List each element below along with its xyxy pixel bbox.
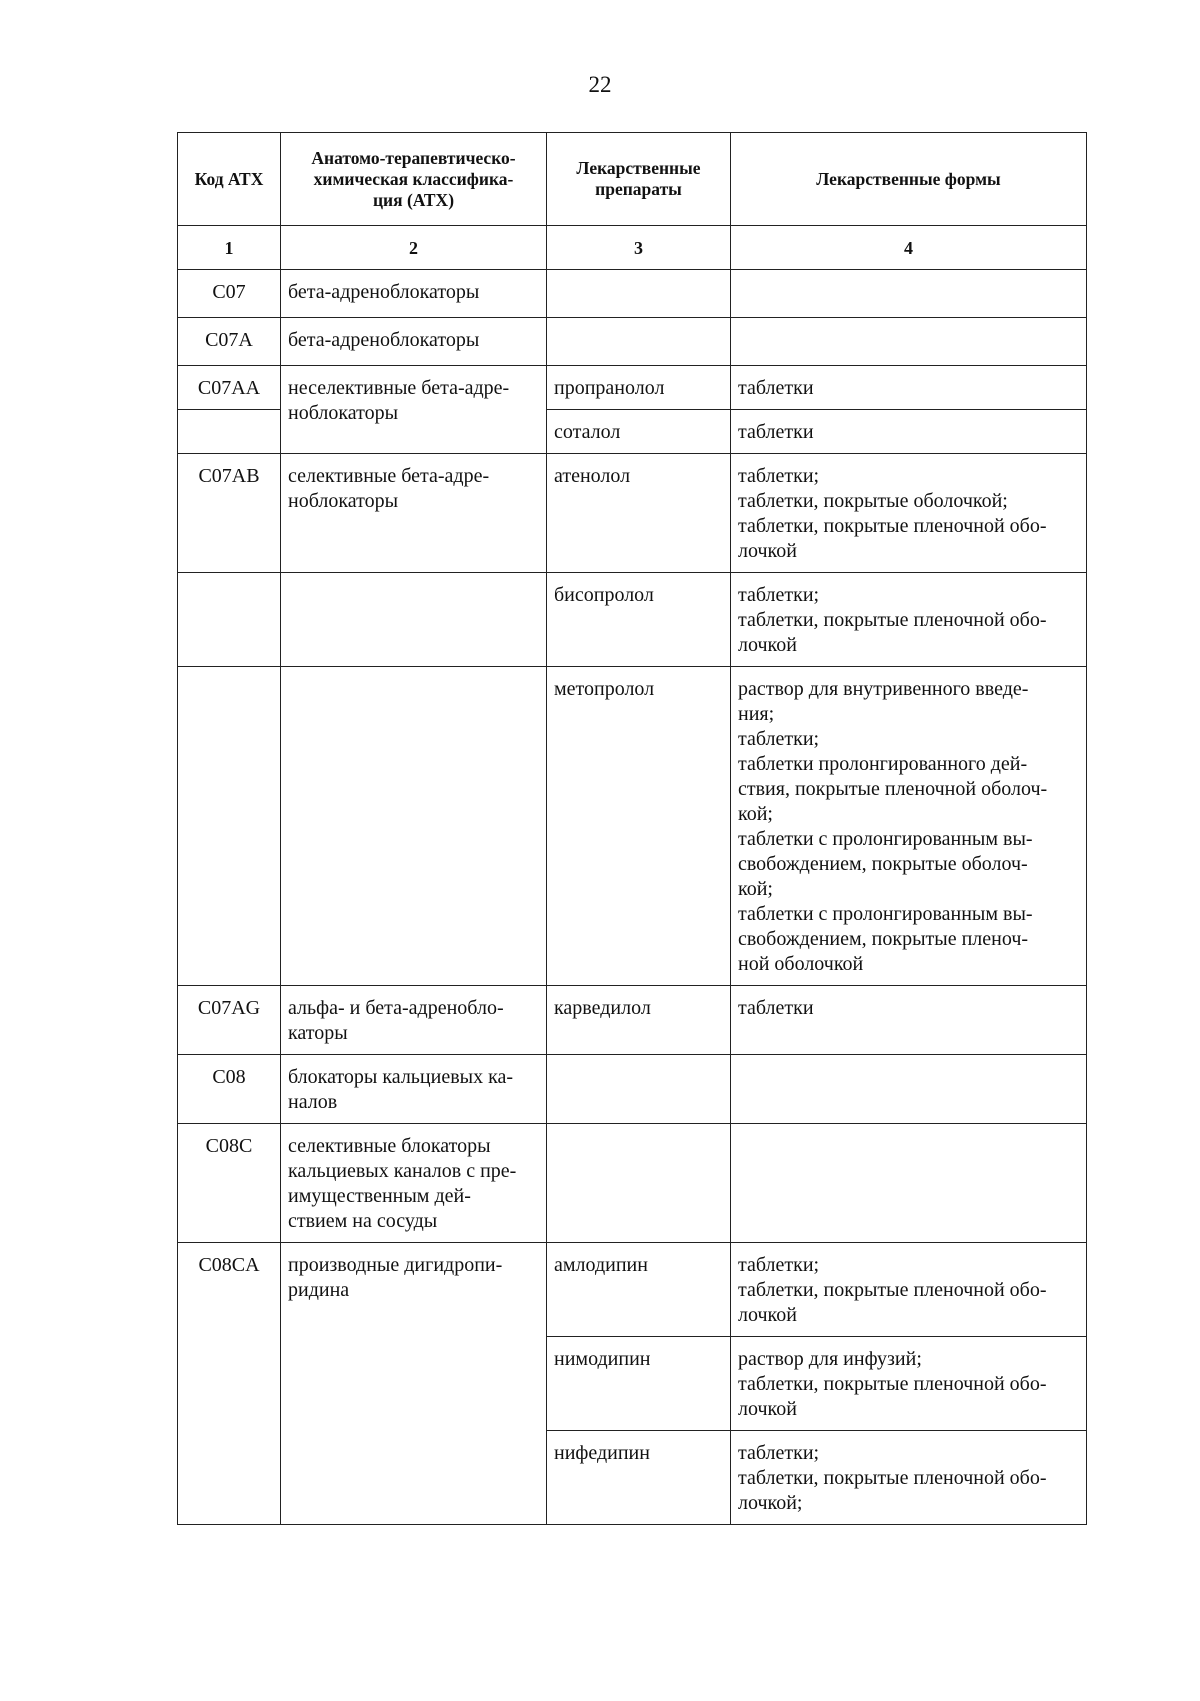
dosage-form: таблетки; таблетки, покрытые пленочной обо- лочкой; (731, 1431, 1087, 1525)
drug-name: бисопролол (547, 573, 731, 667)
dosage-form: таблетки (731, 410, 1087, 454)
dosage-form (731, 270, 1087, 318)
table-row (178, 1243, 1087, 1337)
dosage-form: раствор для внутривенного введе- ния; таблетки; таблетки пролонгированного дей- ствия, покрытые пленочной оболоч- кой; таблетки с пролонгированным вы- свобождением, покрытые оболоч- кой; таблетки с пролонгированным вы- свобождением, покрытые пленоч- ной оболочкой (731, 667, 1087, 986)
header-atx-classification: Анатомо-терапевтическо- химическая классифика- ция (АТХ) (281, 133, 547, 226)
dosage-form: таблетки; таблетки, покрытые оболочкой; таблетки, покрытые пленочной обо- лочкой (731, 454, 1087, 573)
header-drugs: Лекарственные препараты (547, 133, 731, 226)
atx-classification: селективные блокаторы кальциевых каналов с пре- имущественным дей- ствием на сосуды (281, 1124, 547, 1243)
atx-classification: бета-адреноблокаторы (281, 270, 547, 318)
atx-code (178, 410, 281, 454)
drug-name: соталол (547, 410, 731, 454)
table-row (178, 318, 1087, 366)
table-row (178, 270, 1087, 318)
table-row (178, 986, 1087, 1055)
table-row (178, 1055, 1087, 1124)
drug-name (547, 270, 731, 318)
drug-name (547, 1124, 731, 1243)
dosage-form (731, 1124, 1087, 1243)
atx-code: C07A (178, 318, 281, 366)
dosage-form (731, 318, 1087, 366)
atx-code: C07AG (178, 986, 281, 1055)
header-dosage-forms: Лекарственные формы (731, 133, 1087, 226)
table-row (178, 1124, 1087, 1243)
atx-classification: бета-адреноблокаторы (281, 318, 547, 366)
dosage-form: таблетки (731, 366, 1087, 410)
atx-code: C08 (178, 1055, 281, 1124)
dosage-form: таблетки; таблетки, покрытые пленочной обо- лочкой (731, 1243, 1087, 1337)
atx-classification: блокаторы кальциевых ка- налов (281, 1055, 547, 1124)
table-row (178, 454, 1087, 573)
table-row (178, 366, 1087, 410)
drug-name: карведилол (547, 986, 731, 1055)
dosage-form: таблетки (731, 986, 1087, 1055)
header-atx-code: Код АТХ (178, 133, 281, 226)
atx-drug-table (177, 132, 1087, 1525)
column-number: 2 (281, 226, 547, 270)
drug-name: нимодипин (547, 1337, 731, 1431)
table-row (178, 667, 1087, 986)
atx-classification (281, 667, 547, 986)
page-number: 22 (588, 72, 612, 97)
table-header-row (178, 133, 1087, 226)
drug-name: атенолол (547, 454, 731, 573)
dosage-form (731, 1055, 1087, 1124)
drug-name: амлодипин (547, 1243, 731, 1337)
atx-classification: альфа- и бета-адренобло- каторы (281, 986, 547, 1055)
atx-classification (281, 573, 547, 667)
table-row (178, 573, 1087, 667)
atx-code: C07 (178, 270, 281, 318)
atx-code (178, 667, 281, 986)
drug-name: нифедипин (547, 1431, 731, 1525)
atx-code: C08CA (178, 1243, 281, 1525)
atx-code: C08C (178, 1124, 281, 1243)
drug-name (547, 1055, 731, 1124)
column-number: 3 (547, 226, 731, 270)
atx-code: C07AB (178, 454, 281, 573)
column-number: 1 (178, 226, 281, 270)
dosage-form: таблетки; таблетки, покрытые пленочной обо- лочкой (731, 573, 1087, 667)
drug-name (547, 318, 731, 366)
atx-classification: неселективные бета-адре- ноблокаторы (281, 366, 547, 454)
atx-classification: производные дигидропи- ридина (281, 1243, 547, 1525)
atx-classification: селективные бета-адре- ноблокаторы (281, 454, 547, 573)
atx-code (178, 573, 281, 667)
drug-name: метопролол (547, 667, 731, 986)
column-number-row (178, 226, 1087, 270)
drug-name: пропранолол (547, 366, 731, 410)
column-number: 4 (731, 226, 1087, 270)
atx-code: C07AA (178, 366, 281, 410)
dosage-form: раствор для инфузий; таблетки, покрытые пленочной обо- лочкой (731, 1337, 1087, 1431)
